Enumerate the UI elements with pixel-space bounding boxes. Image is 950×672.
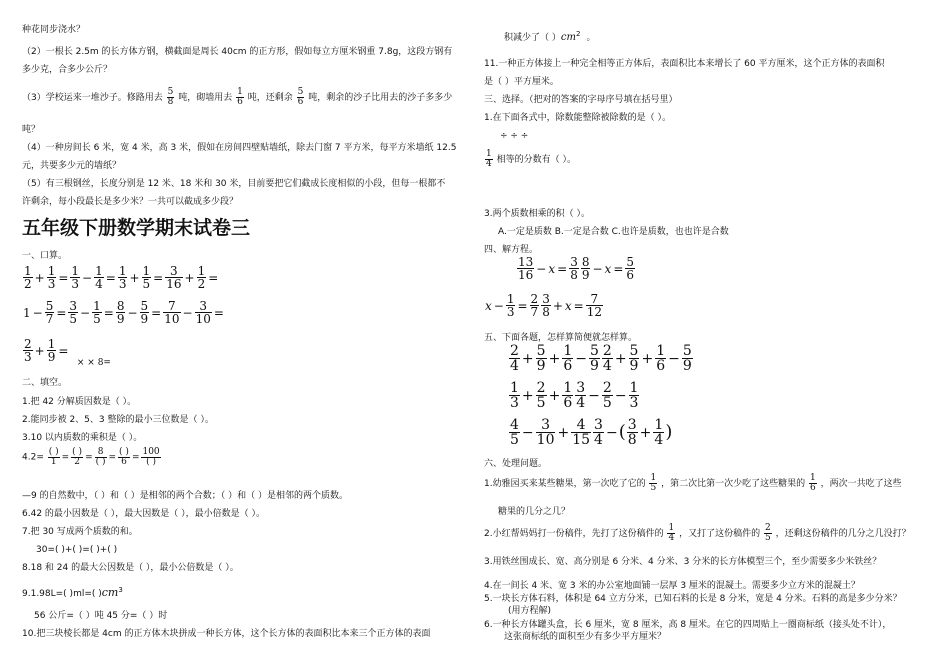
denominator: 5 <box>602 395 612 411</box>
fraction <box>47 265 57 290</box>
fraction <box>629 344 640 373</box>
fraction <box>68 300 78 325</box>
numerator: 5 <box>589 343 599 359</box>
fraction <box>682 344 693 373</box>
text: 2.小红帮妈妈打一份稿件，先打了这份稿件的 <box>484 529 664 539</box>
variable: x <box>604 261 612 276</box>
unit: cm <box>101 586 119 599</box>
numerator: 1 <box>563 380 573 396</box>
fraction <box>541 293 551 318</box>
numerator: 4 <box>510 417 519 433</box>
denominator: 8 <box>167 97 174 107</box>
fraction <box>142 265 152 290</box>
equation-row-1 <box>516 256 636 281</box>
fraction <box>116 300 126 325</box>
fill-11: 11.一种正方体接上一种完全相等正方体后，表面积比本来增长了 60 平方厘米，这个正方体的表面积 <box>484 59 885 69</box>
fill-7-answer: 30=( )+( )=( )+( ) <box>36 545 118 555</box>
denominator: 8 <box>542 305 550 319</box>
numerator: ( ) <box>72 447 83 457</box>
operator: + <box>552 298 563 313</box>
numerator: 2 <box>602 380 612 396</box>
denominator: 5 <box>764 533 771 543</box>
numerator: 3 <box>536 418 556 433</box>
operator: − <box>182 305 193 320</box>
denominator: 6 <box>809 483 816 493</box>
fill-9 <box>22 584 123 600</box>
oral-row-3 <box>22 337 111 368</box>
text: ，第二次比第一次少吃了这些糖果的 <box>661 479 806 489</box>
numerator: 1 <box>24 264 32 278</box>
denominator: 6 <box>297 97 304 107</box>
numerator: 1 <box>93 299 101 313</box>
variable: x <box>548 261 556 276</box>
fraction-blank <box>118 448 130 467</box>
word-problem-4: 4.在一间长 4 米、宽 3 米的办公室地面铺一层厚 3 厘米的混凝土。需要多少立方米的混凝土？ <box>484 581 860 591</box>
oral-row-2 <box>22 300 225 325</box>
operator: + <box>34 343 45 358</box>
denominator: 4 <box>602 358 612 374</box>
denominator: 9 <box>629 358 639 374</box>
text-line: 元，共要多少元的墙纸？ <box>22 161 122 171</box>
word-problem-6: 6.一种长方体罐头盒，长 6 厘米，宽 8 厘米，高 8 厘米。在它的四周贴上一圈商标纸（接头处不计）， <box>484 620 892 630</box>
fraction <box>195 300 212 325</box>
denominator: 9 <box>140 312 149 326</box>
numerator: 1 <box>486 149 492 159</box>
text: 吨，砌墙用去 <box>178 93 233 103</box>
numerator: 2 <box>510 343 519 359</box>
operator: + <box>129 270 140 285</box>
operator: = <box>131 452 140 463</box>
numerator: 100 <box>142 447 160 457</box>
denominator: 5 <box>142 277 151 291</box>
fraction <box>23 338 33 363</box>
numerator: 1 <box>629 380 639 396</box>
denominator: ( ) <box>146 457 157 467</box>
operator: − <box>493 298 504 313</box>
operator: − <box>605 424 618 441</box>
denominator: 3 <box>71 277 80 291</box>
fill-6: 6.42 的最小因数是（ ），最大因数是（ ），最小倍数是（ ）。 <box>22 509 265 519</box>
text: 。 <box>586 33 596 43</box>
numerator: 7 <box>163 300 180 313</box>
word-problem-1 <box>484 474 902 493</box>
denominator: 7 <box>530 305 539 319</box>
numerator: 1 <box>656 343 666 359</box>
operator: = <box>61 452 70 463</box>
denominator: 4 <box>576 395 586 411</box>
text: （3）学校运来一堆沙子。修路用去 <box>22 93 163 103</box>
fraction <box>47 338 57 363</box>
operator: + <box>557 424 570 441</box>
numerator: 5 <box>629 343 639 359</box>
fill-5: —9 的自然数中，（ ）和（ ）是相邻的两个合数；（ ）和（ ）是相邻的两个质数。 <box>22 491 349 501</box>
denominator: 3 <box>506 305 515 319</box>
numerator: 3 <box>69 299 78 313</box>
numerator: 1 <box>71 264 80 278</box>
numerator: 5 <box>297 87 304 97</box>
denominator: 5 <box>536 395 546 411</box>
denominator: 8 <box>570 268 578 282</box>
operator: + <box>521 387 534 404</box>
operator: = <box>517 298 528 313</box>
operator: + <box>641 350 654 367</box>
denominator: 5 <box>69 312 78 326</box>
denominator: 4 <box>510 358 519 374</box>
fill-3: 3.10 以内质数的乘积是（ ）。 <box>22 433 143 443</box>
numerator: 1 <box>510 380 519 396</box>
operator: = <box>613 261 624 276</box>
choice-3-options: A.一定是质数 B.一定是合数 C.也许是质数，也也许是合数 <box>498 227 729 237</box>
fraction-blank <box>141 448 160 467</box>
operator: = <box>103 305 114 320</box>
operator: − <box>127 305 138 320</box>
section-heading: 一、口算。 <box>22 251 68 261</box>
numerator: 1 <box>197 264 206 278</box>
operator: = <box>85 452 93 463</box>
numerator: 2 <box>24 337 32 351</box>
numerator: 1 <box>237 87 243 97</box>
word-problem-2 <box>484 524 911 543</box>
word-problem-3: 3.用铁丝围成长、宽、高分别是 6 分米、4 分米、3 分米的长方体模型三个，至少需要多少米铁丝？ <box>484 557 882 567</box>
denominator: 1 <box>50 457 57 467</box>
numerator: 7 <box>586 293 603 306</box>
operator: = <box>56 305 67 320</box>
fraction <box>569 256 579 281</box>
operator: − <box>668 350 680 367</box>
operator: − <box>575 350 587 367</box>
operator: = <box>151 305 162 320</box>
numerator: 1 <box>668 523 675 533</box>
numerator: 5 <box>167 87 174 97</box>
numerator: 3 <box>570 255 578 269</box>
numerator: ( ) <box>48 447 59 457</box>
operator: + <box>548 387 561 404</box>
numerator: 13 <box>518 255 534 269</box>
section-heading: 四、解方程。 <box>484 245 539 255</box>
fraction <box>506 293 516 318</box>
text: 9.1.98L=( )ml=( ) <box>22 589 102 599</box>
fill-1: 1.把 42 分解质因数是（ ）。 <box>22 397 137 407</box>
numerator: 2 <box>536 380 546 396</box>
denominator: 16 <box>518 268 534 282</box>
denominator: 2 <box>74 457 80 467</box>
choice-1: 1.在下面各式中，除数能整除被除数的是（ ）。 <box>484 113 671 123</box>
denominator: 15 <box>572 432 591 448</box>
numerator: 3 <box>627 417 637 433</box>
operator: + <box>34 270 45 285</box>
text-line: 种花同步浇水？ <box>22 25 86 35</box>
fraction <box>627 418 638 447</box>
denominator: 3 <box>47 277 56 291</box>
fill-2: 2.能同步被 2、5、3 整除的最小三位数是（ ）。 <box>22 415 214 425</box>
numerator: 5 <box>140 299 149 313</box>
denominator: 4 <box>486 159 492 169</box>
fraction <box>509 381 520 410</box>
problem-2: （2）一根长 2.5m 的长方体方钢，横截面是周长 40cm 的正方形，假如每立方厘米钢重 7.8g，这段方钢有 <box>22 47 453 57</box>
text: 积减少了（ ） <box>504 33 561 43</box>
fill-4 <box>22 448 162 467</box>
operator: − <box>521 424 534 441</box>
fraction <box>764 524 772 543</box>
numerator: 1 <box>95 264 103 278</box>
text: 4.2= <box>22 452 44 463</box>
operator: + <box>614 350 627 367</box>
fraction <box>485 150 493 169</box>
operator: + <box>639 424 652 441</box>
word-problem-1-continued: 糖果的几分之几？ <box>498 507 571 517</box>
denominator: 4 <box>594 432 603 448</box>
numerator: 1 <box>563 343 573 359</box>
numerator: 5 <box>682 343 692 359</box>
denominator: 8 <box>627 432 637 448</box>
page-title: 五年级下册数学期末试卷三 <box>22 217 251 239</box>
denominator: 9 <box>589 358 599 374</box>
denominator: 3 <box>629 395 639 411</box>
numerator: 1 <box>506 292 515 306</box>
numerator: 1 <box>809 473 816 483</box>
fraction <box>581 256 591 281</box>
equation-row-2 <box>484 293 604 318</box>
fraction <box>197 265 207 290</box>
denominator: 4 <box>654 432 664 448</box>
paren: ( <box>618 421 626 443</box>
numerator: 3 <box>195 300 212 313</box>
denominator: 6 <box>237 97 243 107</box>
variable: x <box>485 298 492 313</box>
section-heading: 五、下面各题，怎样算简便就怎样算。 <box>484 333 638 343</box>
unit: cm <box>560 32 576 43</box>
denominator: 10 <box>164 312 180 326</box>
fraction <box>509 418 520 447</box>
denominator: 10 <box>536 432 555 448</box>
fraction <box>23 265 33 290</box>
simplify-row-2 <box>508 381 640 410</box>
numerator: 5 <box>626 255 635 269</box>
text: 相等的分数有（ ）。 <box>496 155 576 165</box>
text: 1.幼雅园买来某些糖果，第一次吃了它的 <box>484 479 646 489</box>
fill-11-continued: 是（ ）平方厘米。 <box>484 77 559 87</box>
section-heading: 三、选择。（把对的答案的字母序号填在括号里） <box>484 95 678 105</box>
text-line: 许剩余，每小段最长是多少米？一共可以截成多少段？ <box>22 197 239 207</box>
denominator: 6 <box>563 395 573 411</box>
problem-3 <box>22 88 452 107</box>
operator: = <box>58 343 69 358</box>
denominator: 9 <box>116 312 125 326</box>
text: ，两次一共吃了这些 <box>820 479 902 489</box>
problem-4: （4）一种房间长 6 米，宽 4 米，高 3 米，假如在房间四壁贴墙纸，除去门窗 7 平方米，每平方米墙纸 12.5 <box>22 143 457 153</box>
text: 吨，剩余的沙子比用去的沙子多多少 <box>308 93 453 103</box>
fraction <box>517 256 534 281</box>
fraction <box>536 381 547 410</box>
simplify-row-1 <box>508 344 694 373</box>
operator: = <box>573 298 584 313</box>
numerator: 8 <box>95 448 107 458</box>
fraction <box>536 344 547 373</box>
variable: x <box>564 298 572 313</box>
fraction <box>589 344 600 373</box>
text: ，又打了这份稿件的 <box>679 529 761 539</box>
fraction <box>118 265 128 290</box>
fraction <box>70 265 80 290</box>
choice-1-options: ÷ ÷ ÷ <box>500 131 529 141</box>
operator: = <box>105 270 116 285</box>
fraction <box>167 88 175 107</box>
denominator: 16 <box>166 277 182 291</box>
fraction <box>593 418 604 447</box>
fraction <box>653 418 664 447</box>
fraction <box>602 381 613 410</box>
denominator: 5 <box>650 483 657 493</box>
operator: − <box>536 261 547 276</box>
denominator: 5 <box>510 432 519 448</box>
numerator: 3 <box>594 417 603 433</box>
denominator: 3 <box>118 277 127 291</box>
numerator: ( ) <box>119 447 129 457</box>
numerator: 1 <box>650 473 657 483</box>
choice-2 <box>484 150 576 169</box>
numerator: 3 <box>542 292 550 306</box>
numerator: 3 <box>576 380 586 396</box>
fraction-blank <box>71 448 83 467</box>
numerator: 2 <box>530 292 539 306</box>
numerator: 8 <box>116 299 125 313</box>
fraction <box>575 381 586 410</box>
numerator: 2 <box>764 523 771 533</box>
fraction <box>94 265 104 290</box>
fraction <box>629 381 640 410</box>
fill-7: 7.把 30 写成两个质数的和。 <box>22 527 138 537</box>
denominator: 4 <box>95 277 103 291</box>
denominator: 6 <box>656 358 666 374</box>
fraction <box>92 300 102 325</box>
denominator: 9 <box>682 358 692 374</box>
numerator: 1 <box>47 337 56 351</box>
fraction <box>530 293 540 318</box>
multiplication-text: × × 8= <box>76 358 111 368</box>
fraction <box>509 344 520 373</box>
fraction <box>625 256 635 281</box>
fraction <box>655 344 666 373</box>
section-heading: 六、处理问题。 <box>484 459 548 469</box>
operator: = <box>153 270 164 285</box>
denominator: 9 <box>581 268 590 282</box>
numerator: 1 <box>118 264 127 278</box>
fraction <box>571 418 591 447</box>
fraction-blank <box>95 448 107 467</box>
operator: − <box>592 261 603 276</box>
denominator: 9 <box>47 350 56 364</box>
fraction <box>165 265 182 290</box>
denominator: 2 <box>197 277 206 291</box>
denominator: 12 <box>586 305 603 319</box>
operator: + <box>184 270 195 285</box>
oral-row-1 <box>22 265 219 290</box>
operator: − <box>614 387 627 404</box>
text: ，还剩这份稿件的几分之几没打？ <box>775 529 911 539</box>
numerator: 4 <box>571 418 591 433</box>
fraction <box>140 300 150 325</box>
numerator: 1 <box>47 264 56 278</box>
denominator: 7 <box>45 312 54 326</box>
denominator: 10 <box>195 312 211 326</box>
fill-8: 8.18 和 24 的最大公因数是（ ），最小公倍数是（ ）。 <box>22 563 239 573</box>
fraction <box>586 293 603 318</box>
text-line: 多少克，合多少公斤？ <box>22 65 113 75</box>
operator: = <box>58 270 69 285</box>
operand: 1 <box>23 305 31 320</box>
denominator: 4 <box>668 533 675 543</box>
fraction <box>236 88 244 107</box>
operator: − <box>32 305 43 320</box>
denominator: 6 <box>121 457 127 467</box>
fraction <box>562 344 573 373</box>
operator: − <box>82 270 93 285</box>
word-problem-5: 5.一块长方体石料，体积是 64 立方分米，已知石料的长是 8 分米，宽是 4 分米。石料的高是多少分米？ <box>484 594 902 604</box>
denominator: 3 <box>24 350 32 364</box>
operator: − <box>80 305 91 320</box>
exponent: 2 <box>575 30 581 38</box>
denominator: 6 <box>563 358 573 374</box>
denominator: 9 <box>536 358 546 374</box>
fraction <box>809 474 817 493</box>
choice-3: 3.两个质数相乘的积（ ）。 <box>484 209 590 219</box>
fraction-blank <box>48 448 60 467</box>
denominator: 2 <box>24 277 32 291</box>
fraction <box>536 418 556 447</box>
fraction <box>297 88 305 107</box>
fraction <box>667 524 675 543</box>
fraction <box>649 474 657 493</box>
denominator: ( ) <box>95 457 106 467</box>
denominator: 6 <box>626 268 635 282</box>
denominator: 3 <box>510 395 519 411</box>
section-heading: 二、填空。 <box>22 378 68 388</box>
numerator: 5 <box>45 299 54 313</box>
operator: = <box>108 452 117 463</box>
operator: + <box>548 350 561 367</box>
numerator: 1 <box>654 417 664 433</box>
fraction <box>45 300 55 325</box>
fraction <box>562 381 573 410</box>
fill-9-answer: 56 公斤=（ ）吨 45 分=（ ）时 <box>34 611 168 621</box>
numerator: 8 <box>581 255 590 269</box>
denominator: 5 <box>93 312 101 326</box>
paren: ) <box>665 421 673 443</box>
numerator: 2 <box>602 343 612 359</box>
problem-5: （5）有三根钢丝，长度分别是 12 米、18 米和 30 米，目前要把它们截成长度相似的小段，但每一根都不 <box>22 179 446 189</box>
text: 吨，还剩余 <box>247 93 293 103</box>
numerator: 1 <box>142 264 151 278</box>
text-line: 吨？ <box>22 125 41 135</box>
fraction <box>163 300 180 325</box>
operator: + <box>521 350 534 367</box>
word-problem-5-note: (用方程解) <box>508 606 552 616</box>
operator: − <box>588 387 600 404</box>
numerator: 3 <box>165 265 182 278</box>
word-problem-6-continued: 这张商标纸的面积至少有多少平方厘米？ <box>504 632 667 642</box>
exponent: 3 <box>118 586 123 594</box>
operator: = <box>208 270 219 285</box>
numerator: 5 <box>536 343 546 359</box>
operator: = <box>557 261 568 276</box>
fraction <box>602 344 613 373</box>
fill-10-continued <box>504 28 595 44</box>
operator: = <box>213 305 224 320</box>
fill-10: 10.把三块棱长都是 4cm 的正方体木块拼成一种长方体，这个长方体的表面积比本来三个正方体的表面 <box>22 629 431 639</box>
simplify-row-3 <box>508 418 672 447</box>
